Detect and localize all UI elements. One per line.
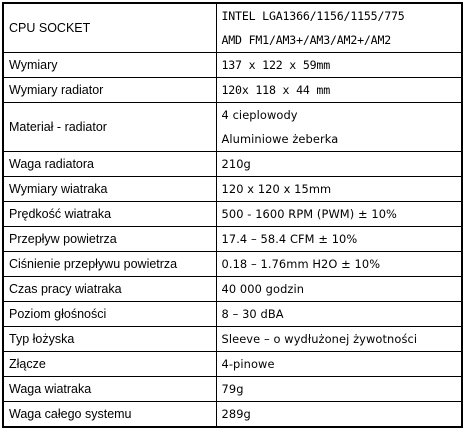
row-label: Typ łożyska bbox=[3, 327, 216, 352]
row-label: CPU SOCKET bbox=[3, 3, 216, 53]
row-label: Waga wiatraka bbox=[3, 377, 216, 402]
table-row bbox=[3, 103, 462, 152]
row-label: Wymiary bbox=[3, 53, 216, 78]
table-row bbox=[3, 78, 462, 103]
row-label: Poziom głośności bbox=[3, 302, 216, 327]
row-value: 8 – 30 dBA bbox=[216, 302, 462, 327]
row-value: Sleeve – o wydłużonej żywotności bbox=[216, 327, 462, 352]
row-value: 137 x 122 x 59mm bbox=[216, 53, 462, 78]
table-row bbox=[3, 202, 462, 227]
row-label: Ciśnienie przepływu powietrza bbox=[3, 252, 216, 277]
table-row bbox=[3, 327, 462, 352]
row-value: 4-pinowe bbox=[216, 352, 462, 377]
row-value: 120 x 120 x 15mm bbox=[216, 177, 462, 202]
row-label: Wymiary wiatraka bbox=[3, 177, 216, 202]
row-value: 210g bbox=[216, 152, 462, 177]
row-label: Materiał - radiator bbox=[3, 103, 216, 152]
table-row bbox=[3, 252, 462, 277]
row-value: 289g bbox=[216, 402, 462, 428]
table-row bbox=[3, 377, 462, 402]
row-label: Złącze bbox=[3, 352, 216, 377]
row-value: 120x 118 x 44 mm bbox=[216, 78, 462, 103]
table-row bbox=[3, 402, 462, 428]
row-value: 17.4 – 58.4 CFM ± 10% bbox=[216, 227, 462, 252]
row-label: Czas pracy wiatraka bbox=[3, 277, 216, 302]
row-label: Wymiary radiator bbox=[3, 78, 216, 103]
table-row bbox=[3, 227, 462, 252]
row-label: Waga całego systemu bbox=[3, 402, 216, 428]
table-row bbox=[3, 302, 462, 327]
table-row bbox=[3, 352, 462, 377]
row-value: 79g bbox=[216, 377, 462, 402]
row-value: 500 - 1600 RPM (PWM) ± 10% bbox=[216, 202, 462, 227]
row-value: INTEL LGA1366/1156/1155/775 AMD FM1/AM3+/AM3/AM2+/AM2 bbox=[216, 3, 462, 53]
row-value: 0.18 – 1.76mm H2O ± 10% bbox=[216, 252, 462, 277]
spec-table bbox=[2, 2, 463, 428]
row-label: Prędkość wiatraka bbox=[3, 202, 216, 227]
row-value: 40 000 godzin bbox=[216, 277, 462, 302]
table-row bbox=[3, 3, 462, 53]
row-value: 4 cieplowody Aluminiowe żeberka bbox=[216, 103, 462, 152]
table-row bbox=[3, 152, 462, 177]
table-row bbox=[3, 277, 462, 302]
row-label: Przepływ powietrza bbox=[3, 227, 216, 252]
row-label: Waga radiatora bbox=[3, 152, 216, 177]
table-row bbox=[3, 53, 462, 78]
table-row bbox=[3, 177, 462, 202]
